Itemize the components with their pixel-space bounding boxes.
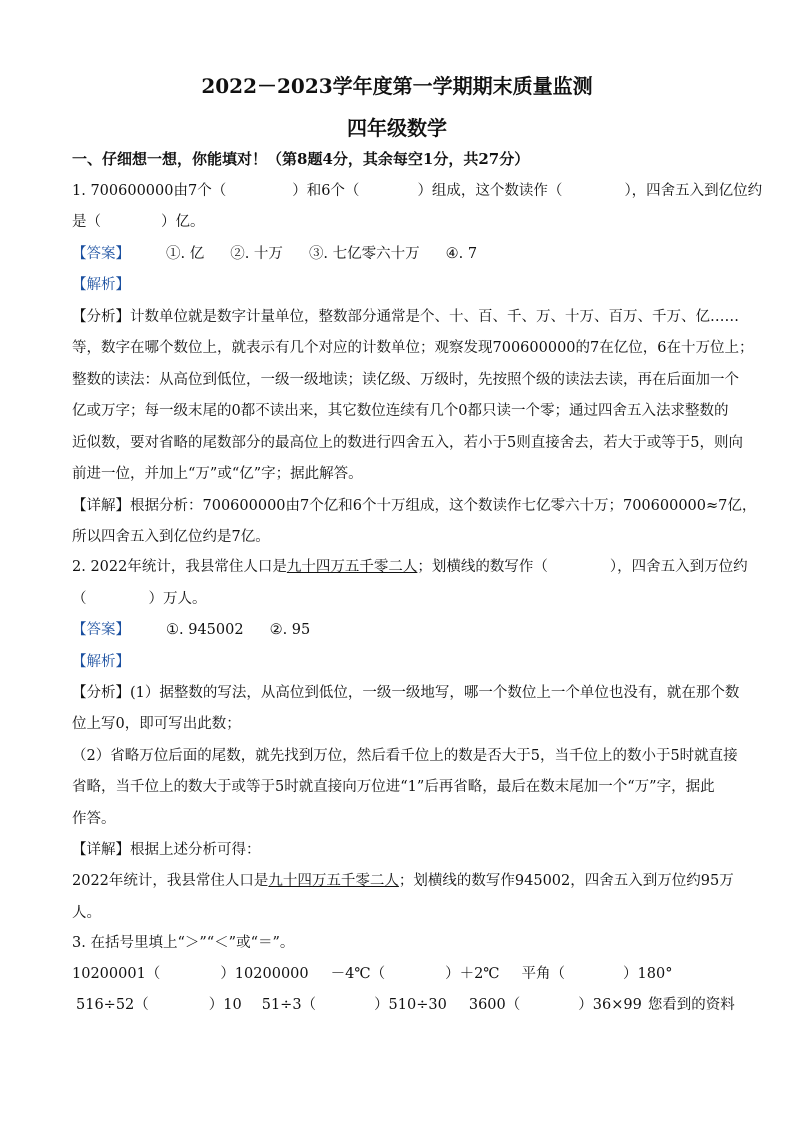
q2-analysis-line: （2）省略万位后面的尾数，就先找到万位，然后看千位上的数是否大于5，当千位上的数小于5时就直接 [72,748,738,764]
q2-text-a: 2. 2022年统计，我县常住人口是 [72,559,287,575]
q2-detail-line [72,870,732,892]
q1-analysis-line: 等，数字在哪个数位上，就表示有几个对应的计数单位；观察发现700600000的7在亿位，6在十万位上； [72,340,754,356]
q1-analysis-line: 亿或万字；每一级末尾的0都不读出来，其它数位连续有几个0都只读一个零；通过四舍五入法求整数的 [72,403,729,419]
q1-analysis-line: 整数的读法：从高位到低位，一级一级地读；读亿级、万级时，先按照个级的读法去读，再在后面加一个 [72,372,739,388]
q2-line1 [72,556,748,578]
q2-answer [72,619,732,641]
q3-item: ）180° [623,966,673,982]
q2-detail-line: 人。 [72,905,101,921]
q1-text-f: ）亿。 [161,214,205,230]
q1-text-e: 是（ [72,214,101,230]
q2-analysis-line: 作答。 [72,811,116,827]
q3-item: ）36×99 [578,997,642,1013]
q3-item: 平角（ [521,966,566,982]
q3-row1 [72,963,732,985]
q3-item: ）10200000 [220,966,309,982]
q1-answer-3: ③. 七亿零六十万 [308,246,420,262]
q2-text-e: ）万人。 [148,591,207,607]
q2-detail-label: 【详解】根据上述分析可得： [72,842,261,858]
q1-analysis-line: 【分析】计数单位就是数字计量单位，整数部分通常是个、十、百、千、万、十万、百万、千万、亿…… [72,309,739,325]
q1-analysis-line: 近似数，要对省略的尾数部分的最高位上的数进行四舍五入，若小于5则直接舍去，若大于或等于5，则向 [72,435,743,451]
q2-answer-1: ①. 945002 [166,622,244,638]
q1-text-c: ）组成，这个数读作（ [417,183,563,199]
q3-item: －4℃（ [330,966,386,982]
q2-line2 [72,588,732,610]
q3-row2 [76,994,736,1016]
q2-detail-text-a: 2022年统计，我县常住人口是 [72,873,269,889]
q1-answer-2: ②. 十万 [230,246,283,262]
q2-detail-text-b: ；划横线的数写作945002，四舍五入到万位约95万 [398,873,734,889]
q1-text-a: 1. 700600000由7个（ [72,183,227,199]
q1-answer-1: ①. 亿 [166,246,205,262]
q2-text-b: ；划横线的数写作（ [417,559,548,575]
q3-item: 3600（ [468,997,521,1013]
q2-answer-2: ②. 95 [269,622,311,638]
q1-analysis-line: 前进一位，并加上“万”或“亿”字；据此解答。 [72,466,363,482]
section-heading: 一、仔细想一想，你能填对！（第8题4分，其余每空1分，共27分） [72,150,530,168]
answer-label: 【答案】 [72,622,130,638]
q3-item: 10200001（ [72,966,161,982]
q1-analysis-label: 【解析】 [72,277,130,293]
q2-analysis-line: 位上写0，即可写出此数； [72,716,241,732]
page-title: 2022－2023学年度第一学期期末质量监测 [201,74,593,98]
q2-analysis-line: 省略，当千位上的数大于或等于5时就直接向万位进“1”后再省略，最后在数末尾加一个“万”字，据此 [72,779,715,795]
q1-line1 [72,180,763,202]
q1-line2 [72,211,732,233]
q1-detail-line: 所以四舍五入到亿位约是7亿。 [72,529,270,545]
q1-text-d: ），四舍五入到亿位约 [624,183,763,199]
q1-text-b: ）和6个（ [292,183,360,199]
q1-detail-line: 【详解】根据分析：700600000由7个亿和6个十万组成，这个数读作七亿零六十万；700600000≈7亿， [72,498,757,514]
q3-item: ）10 [208,997,242,1013]
watermark-text: 您看到的资料 [647,997,735,1013]
q2-analysis-label: 【解析】 [72,654,130,670]
q3-item: 516÷52（ [76,997,149,1013]
q3-title: 3. 在括号里填上“＞”“＜”或“＝”。 [72,935,295,951]
q2-detail-underlined: 九十四万五千零二人 [268,873,399,889]
q2-text-c: ），四舍五入到万位约 [609,559,748,575]
q3-item: 51÷3（ [261,997,317,1013]
q1-answer-4: ④. 7 [445,246,478,262]
q3-item: ）510÷30 [374,997,447,1013]
q2-text-d: （ [72,591,87,607]
answer-label: 【答案】 [72,246,130,262]
q2-underlined-number: 九十四万五千零二人 [286,559,418,575]
page-subtitle: 四年级数学 [347,116,447,140]
q2-analysis-line: 【分析】(1）据整数的写法，从高位到低位，一级一级地写，哪一个数位上一个单位也没有，就在那个数 [72,685,740,701]
q3-item: ）＋2℃ [445,966,500,982]
q1-answer [72,243,732,265]
